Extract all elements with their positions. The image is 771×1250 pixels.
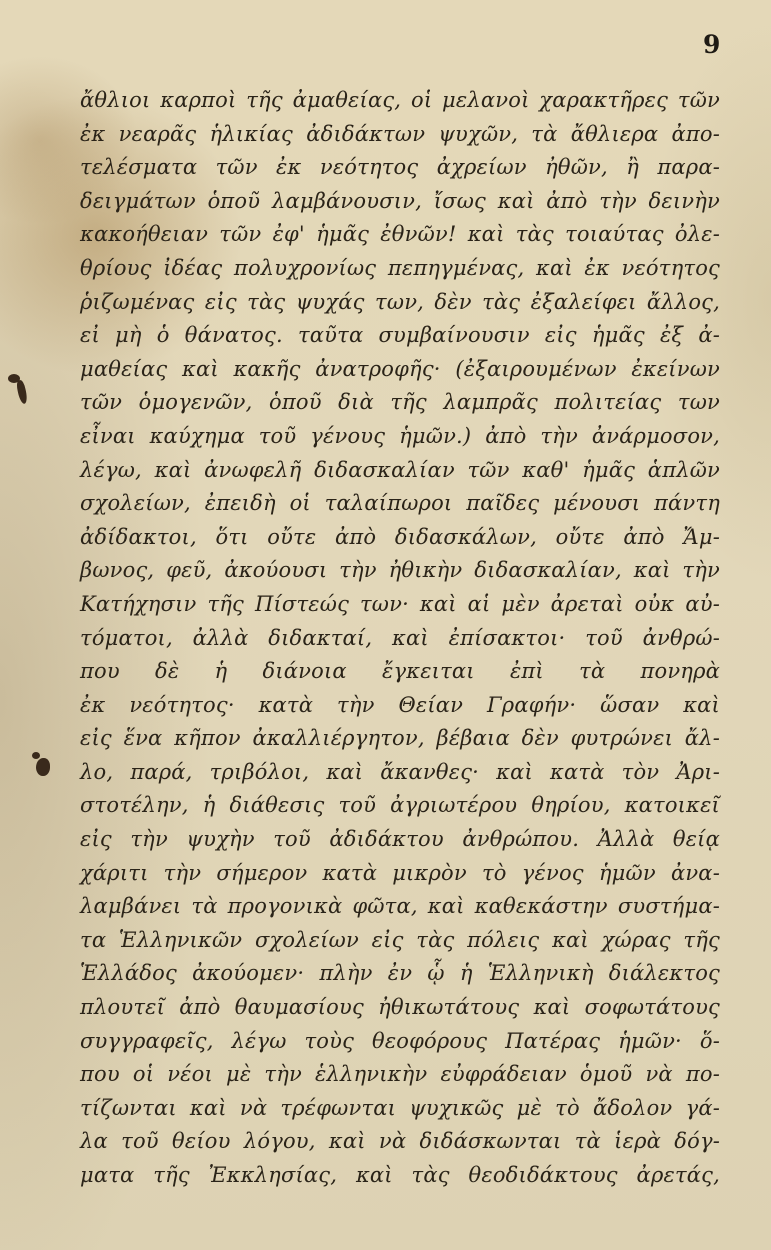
text-line: που δὲ ἡ διάνοια ἔγκειται ἐπὶ τὰ πονηρὰ — [80, 659, 720, 684]
text-line: τα Ἑλληνικῶν σχολείων εἰς τὰς πόλεις καὶ χώρας τῆς — [80, 927, 720, 952]
text-line: τελέσματα τῶν ἐκ νεότητος ἀχρείων ἠθῶν, ἢ παρα- — [80, 155, 720, 180]
page-number: 9 — [703, 30, 721, 59]
text-line: εἰς τὴν ψυχὴν τοῦ ἀδιδάκτου ἀνθρώπου. Ἀλλὰ θείᾳ — [80, 827, 720, 852]
text-line: μαθείας καὶ κακῆς ἀνατροφῆς· (ἐξαιρουμένων ἐκείνων — [80, 356, 720, 381]
text-line: κακοήθειαν τῶν ἐφ' ἡμᾶς ἐθνῶν! καὶ τὰς τοιαύτας ὀλε- — [80, 222, 720, 247]
text-line: ἄθλιοι καρποὶ τῆς ἀμαθείας, οἱ μελανοὶ χαρακτῆρες τῶν — [80, 88, 720, 112]
text-line: ἀδίδακτοι, ὅτι οὔτε ἀπὸ διδασκάλων, οὔτε ἀπὸ Ἄμ- — [80, 524, 720, 549]
text-line: βωνος, φεῦ, ἀκούουσι τὴν ἠθικὴν διδασκαλίαν, καὶ τὴν — [80, 558, 720, 583]
text-line: ματα τῆς Ἐκκλησίας, καὶ τὰς θεοδιδάκτους ἀρετάς, — [80, 1163, 720, 1187]
text-line: Κατήχησιν τῆς Πίστεώς των· καὶ αἱ μὲν ἀρεταὶ οὐκ αὐ- — [80, 591, 720, 616]
text-line: τόματοι, ἀλλὰ διδακταί, καὶ ἐπίσακτοι· τοῦ ἀνθρώ- — [80, 625, 720, 650]
text-line: τίζωνται καὶ νὰ τρέφωνται ψυχικῶς μὲ τὸ ἄδολον γά- — [80, 1095, 720, 1120]
text-line: λαμβάνει τὰ προγονικὰ φῶτα, καὶ καθεκάστην συστήμα- — [80, 894, 720, 919]
ink-blot — [36, 758, 50, 776]
text-line: ἐκ νεαρᾶς ἡλικίας ἀδιδάκτων ψυχῶν, τὰ ἄθλιερα ἀπο- — [80, 121, 720, 146]
ink-blot — [32, 752, 40, 759]
text-line: χάριτι τὴν σήμερον κατὰ μικρὸν τὸ γένος ἡμῶν ἀνα- — [80, 860, 720, 885]
text-line: ἐκ νεότητος· κατὰ τὴν Θείαν Γραφήν· ὥσαν καὶ — [80, 692, 720, 717]
text-line: λο, παρά, τριβόλοι, καὶ ἄκανθες· καὶ κατὰ τὸν Ἀρι- — [80, 759, 720, 784]
text-line: πλουτεῖ ἀπὸ θαυμασίους ἠθικωτάτους καὶ σοφωτάτους — [80, 995, 720, 1020]
text-line: συγγραφεῖς, λέγω τοὺς θεοφόρους Πατέρας ἡμῶν· ὅ- — [80, 1028, 720, 1053]
text-line: ῥιζωμένας εἰς τὰς ψυχάς των, δὲν τὰς ἐξαλείφει ἄλλος, — [80, 289, 720, 314]
text-line: θρίους ἰδέας πολυχρονίως πεπηγμένας, καὶ ἐκ νεότητος — [80, 255, 720, 280]
text-line: λέγω, καὶ ἀνωφελῆ διδασκαλίαν τῶν καθ' ἡμᾶς ἁπλῶν — [80, 457, 720, 482]
text-line: εἶναι καύχημα τοῦ γένους ἡμῶν.) ἀπὸ τὴν ἀνάρμοσον, — [80, 423, 720, 448]
text-line: που οἱ νέοι μὲ τὴν ἑλληνικὴν εὐφράδειαν ὁμοῦ νὰ πο- — [80, 1062, 720, 1087]
text-line: Ἑλλάδος ἀκούομεν· πλὴν ἐν ᾧ ἡ Ἑλληνικὴ διάλεκτος — [80, 961, 720, 986]
text-line: δειγμάτων ὁποῦ λαμβάνουσιν, ἴσως καὶ ἀπὸ τὴν δεινὴν — [80, 188, 720, 213]
text-line: σχολείων, ἐπειδὴ οἱ ταλαίπωροι παῖδες μένουσι πάντη — [80, 491, 720, 516]
text-line: στοτέλην, ἡ διάθεσις τοῦ ἀγριωτέρου θηρίου, κατοικεῖ — [80, 793, 720, 818]
text-line: εἰ μὴ ὁ θάνατος. ταῦτα συμβαίνουσιν εἰς ἡμᾶς ἐξ ἀ- — [80, 323, 720, 348]
body-text — [80, 84, 720, 1193]
text-line: λα τοῦ θείου λόγου, καὶ νὰ διδάσκωνται τὰ ἱερὰ δόγ- — [80, 1129, 720, 1154]
ink-blot — [16, 379, 29, 404]
text-line: εἰς ἕνα κῆπον ἀκαλλιέργητον, βέβαια δὲν φυτρώνει ἄλ- — [80, 726, 720, 751]
text-line: τῶν ὁμογενῶν, ὁποῦ διὰ τῆς λαμπρᾶς πολιτείας των — [80, 390, 720, 415]
